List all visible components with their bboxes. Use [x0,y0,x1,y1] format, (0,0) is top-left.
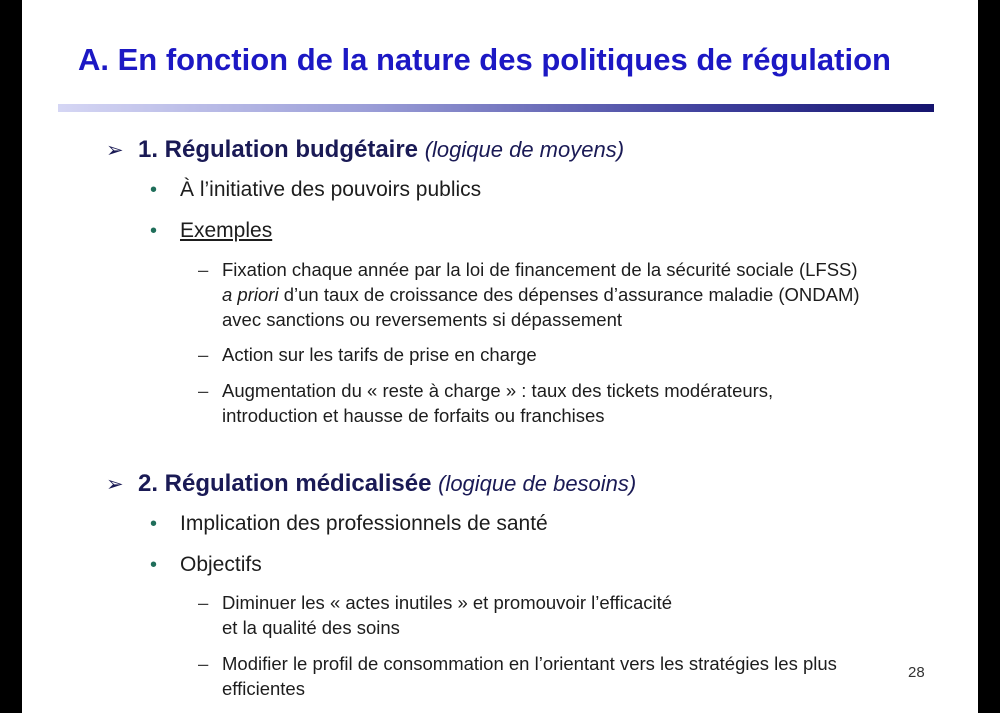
sub-item [198,378,773,428]
sub-item-line: efficientes [222,678,305,699]
sub-item-line: Action sur les tarifs de prise en charge [222,344,537,365]
sub-item-line: Augmentation du « reste à charge » : taux des tickets modérateurs, [222,380,774,401]
section-heading-2 [106,470,636,498]
sub-item [198,257,860,332]
sub-item [198,342,537,367]
arrow-bullet-icon: ➢ [106,139,124,162]
bullet-dot-icon: • [150,220,158,242]
section-note: (logique de moyens) [424,137,625,162]
italic-phrase: a priori [222,284,279,305]
dash-marker: – [198,380,209,401]
bullet-dot-icon: • [150,554,158,576]
bullet-item [150,553,262,577]
sub-item-line: et la qualité des soins [222,617,400,638]
section-heading-1 [106,136,624,164]
sub-item [198,651,837,701]
sub-item-line: Diminuer les « actes inutiles » et promouvoir l’efficacité [222,592,673,613]
sub-item-line: avec sanctions ou reversements si dépassement [222,309,623,330]
slide-title: A. En fonction de la nature des politiques de régulation [78,42,891,77]
bullet-text: Exemples [180,219,273,242]
sub-item [198,590,672,640]
dash-marker: – [198,344,209,365]
slide [22,0,978,713]
section-label: 1. Régulation budgétaire [138,136,419,163]
sub-item-line: Modifier le profil de consommation en l’orientant vers les stratégies les plus [222,653,837,674]
page-number: 28 [908,664,925,681]
section-note: (logique de besoins) [438,471,637,496]
bullet-item [150,219,272,243]
sub-item-line [222,282,860,307]
bullet-text: Implication des professionnels de santé [180,512,548,535]
bullet-dot-icon: • [150,513,158,535]
sub-item-line: Fixation chaque année par la loi de financement de la sécurité sociale (LFSS) [222,259,858,280]
bullet-text: Objectifs [180,553,262,576]
sub-item-line: introduction et hausse de forfaits ou franchises [222,405,605,426]
dash-marker: – [198,592,209,613]
title-underline-bar [58,104,934,112]
bullet-dot-icon: • [150,179,158,201]
bullet-item [150,178,481,202]
sub-item-text: d’un taux de croissance des dépenses d’assurance maladie (ONDAM) [278,284,860,305]
section-label: 2. Régulation médicalisée [138,470,432,497]
dash-marker: – [198,653,209,674]
dash-marker: – [198,259,209,280]
arrow-bullet-icon: ➢ [106,473,124,496]
bullet-text: À l’initiative des pouvoirs publics [180,178,482,201]
bullet-item [150,512,548,536]
